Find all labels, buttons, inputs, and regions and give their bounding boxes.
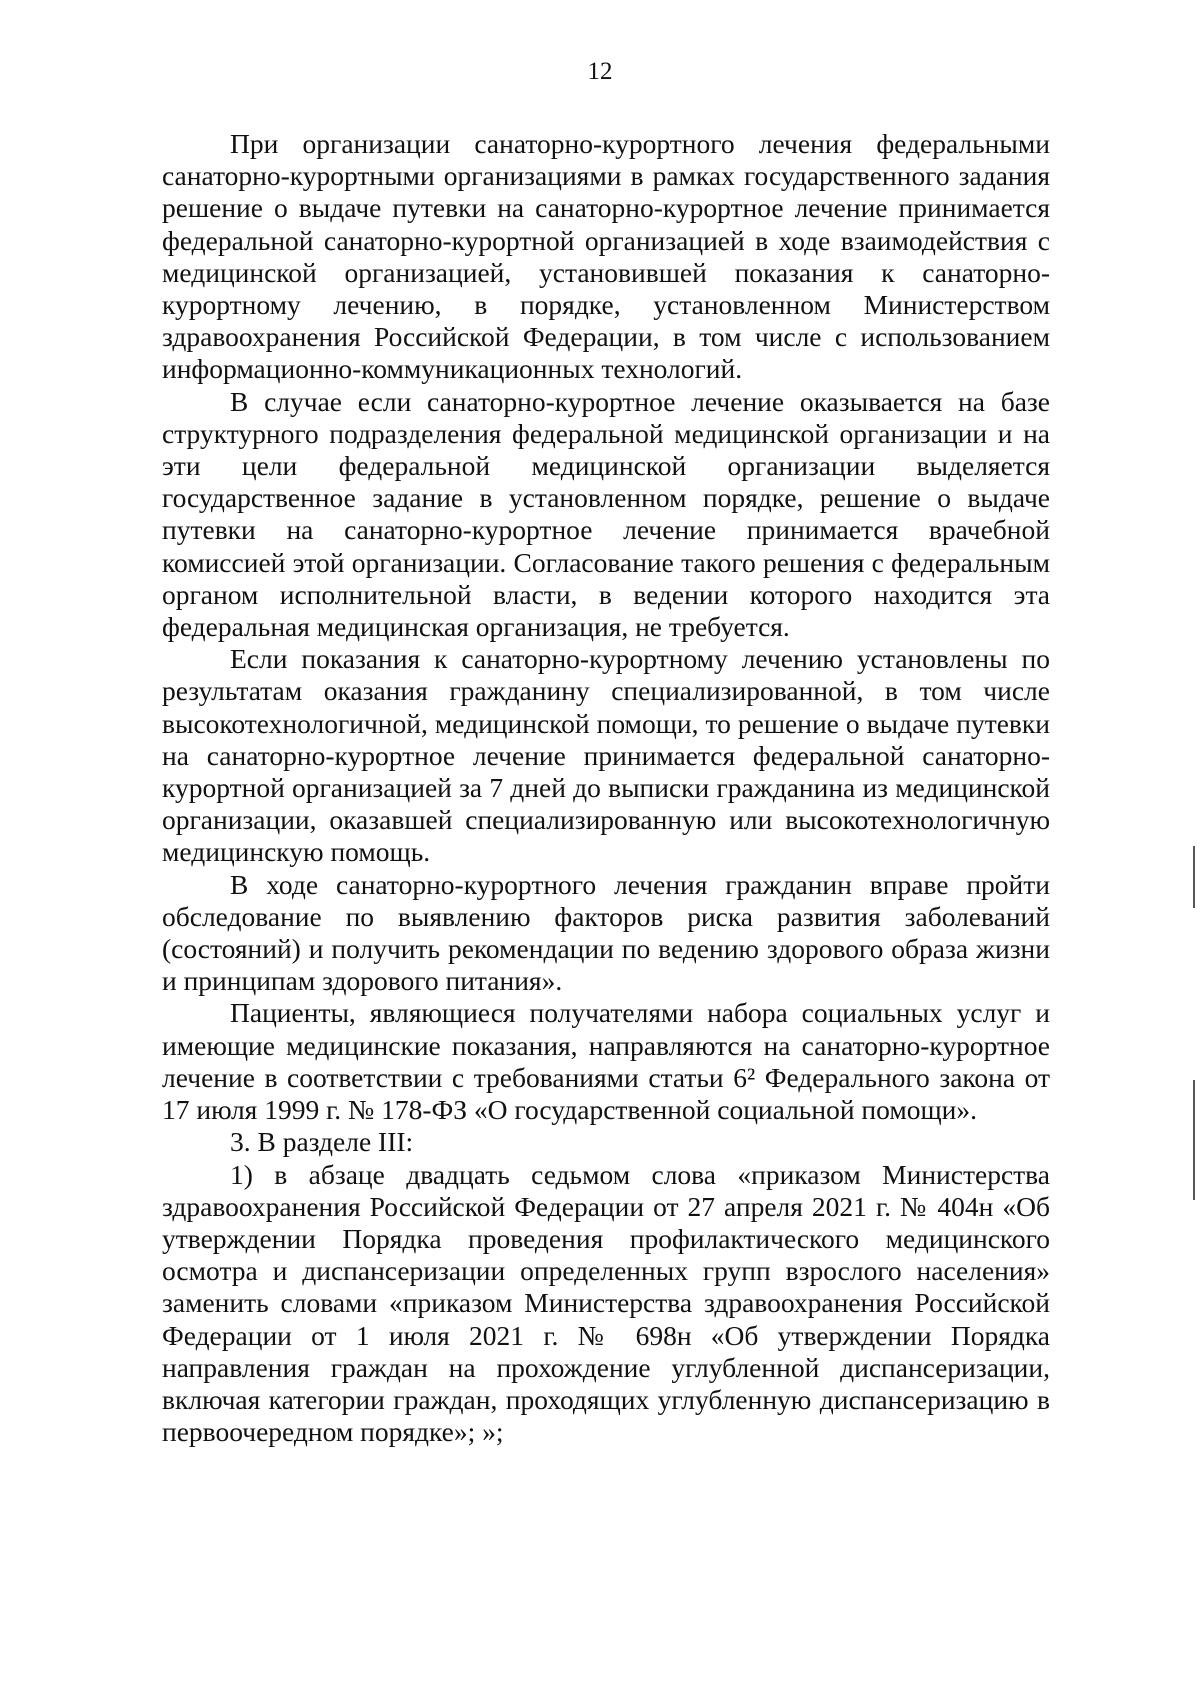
paragraph-social-services-patients: Пациенты, являющиеся получателями набора социальных услуг и имеющие медицинские показания, направляются на санаторно-курортное лечение в соответствии с требованиями статьи 6² Федерального закона от 17 июля 1999 г. № 178-ФЗ «О государственной социальной помощи».: [162, 997, 1050, 1126]
scan-edge-mark: [1193, 1080, 1195, 1200]
paragraph-section-three-heading: 3. В разделе III:: [230, 1126, 414, 1158]
scan-edge-mark: [1193, 846, 1195, 908]
paragraph-amendment-item-one: 1) в абзаце двадцать седьмом слова «приказом Министерства здравоохранения Российской Федерации от 27 апреля 2021 г. № 404н «Об утверждении Порядка проведения профилактического медицинского осмотра и диспансеризации определенных групп взрослого населения» заменить словами «приказом Министерства здравоохранения Российской Федерации от 1 июля 2021 г. № 698н «Об утверждении Порядка направления граждан на прохождение углубленной диспансеризации, включая категории граждан, проходящих углубленную диспансеризацию в первоочередном порядке»; »;: [162, 1158, 1050, 1448]
paragraph-structural-division: В случае если санаторно-курортное лечение оказывается на базе структурного подразделения федеральной медицинской организации и на эти цели федеральной медицинской организации выделяется государственное задание в установленном порядке, решение о выдаче путевки на санаторно-курортное лечение принимается врачебной комиссией этой организации. Согласование такого решения с федеральным органом исполнительной власти, в ведении которого находится эта федеральная медицинская организация, не требуется.: [162, 385, 1050, 643]
paragraph-sanatorium-referral: При организации санаторно-курортного лечения федеральными санаторно-курортными организациями в рамках государственного задания решение о выдаче путевки на санаторно-курортное лечение принимается федеральной санаторно-курортной организацией в ходе взаимодействия с медицинской организацией, установившей показания к санаторно-курортному лечению, в порядке, установленном Министерством здравоохранения Российской Федерации, в том числе с использованием информационно-коммуникационных технологий.: [162, 128, 1050, 385]
document-body: [162, 128, 1050, 1448]
page-number: 12: [587, 58, 613, 85]
paragraph-risk-factor-examination: В ходе санаторно-курортного лечения гражданин вправе пройти обследование по выявлению факторов риска развития заболеваний (состояний) и получить рекомендации по ведению здорового образа жизни и принципам здорового питания».: [162, 868, 1050, 997]
paragraph-specialized-care: Если показания к санаторно-курортному лечению установлены по результатам оказания гражданину специализированной, в том числе высокотехнологичной, медицинской помощи, то решение о выдаче путевки на санаторно-курортное лечение принимается федеральной санаторно-курортной организацией за 7 дней до выписки гражданина из медицинской организации, оказавшей специализированную или высокотехнологичную медицинскую помощь.: [162, 643, 1050, 868]
